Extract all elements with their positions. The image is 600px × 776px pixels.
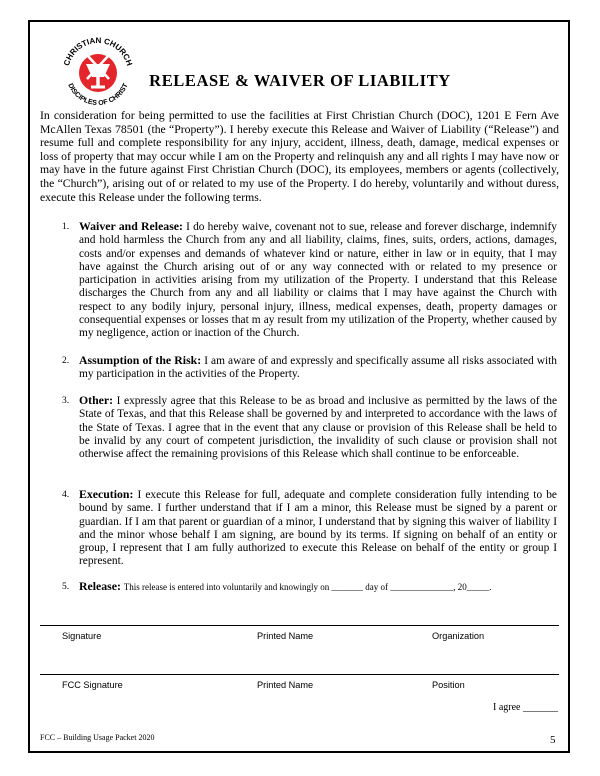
printed-name-label: Printed Name	[257, 631, 314, 641]
printed-name-label: Printed Name	[257, 680, 314, 690]
term-heading: Execution:	[79, 487, 134, 501]
term-text: This release is entered into voluntarily and knowingly on _______ day of ______________, 20_____.	[123, 582, 492, 592]
term-number: 2.	[62, 356, 70, 366]
document-title: RELEASE & WAIVER OF LIABILITY	[149, 71, 451, 90]
term-heading: Other:	[79, 393, 114, 407]
page-number: 5	[550, 734, 556, 746]
term-heading: Waiver and Release:	[79, 219, 183, 233]
intro-paragraph: In consideration for being permitted to use the facilities at First Christian Church (DOC), 1201 E Fern Ave McAllen Texas 78501 (the “Property”). I hereby execute this Release and Waiver of Liability (“Release”) and resume full and complete responsibility for any injury, accident, illness, death, damage, medical expenses or loss of property that may occur while I am on the Property and relinquish any and all rights I may have now or may have in the future against First Christian Church (DOC), its employees, members or agents (collectively, the “Church”), arising out of or related to my use of the Property. I do hereby, voluntarily and without duress, execute this Release under the following terms.	[40, 109, 559, 204]
term-assumption-of-risk	[62, 353, 557, 382]
term-release	[62, 579, 557, 594]
term-heading: Release:	[79, 579, 121, 593]
term-execution	[62, 487, 557, 569]
fcc-signature-label: FCC Signature	[62, 680, 123, 690]
term-number: 1.	[62, 222, 70, 232]
term-text: I do hereby waive, covenant not to sue, release and forever discharge, indemnify and hold harmless the Church from any and all liability, claims, fines, suits, orders, actions, damages, costs and/or expenses and demands of whatever kind or nature, either in law or in equity, that I may have against the Church arising out of or any way connected with or related to my presence or participation in activities arising from my utilization of the Property. I understand that this Release discharges the Church from any and all liability or claims that I may have against the Church with respect to any bodily injury, personal injury, illness, medical expenses, death, property damages or consequential expenses or losses that m ay result from my utilization of the Property, whether caused by my negligence, action or inaction of the Church.	[79, 221, 557, 340]
footer-text: FCC – Building Usage Packet 2020	[40, 733, 155, 742]
term-text: I am aware of and expressly and specifically assume all risks associated with my participation in the activities of the Property.	[79, 355, 557, 381]
svg-text:DISCIPLES OF CHRIST: DISCIPLES OF CHRIST	[66, 82, 130, 108]
term-heading: Assumption of the Risk:	[79, 353, 202, 367]
term-number: 3.	[62, 396, 70, 406]
agree-initials: I agree _______	[493, 702, 558, 713]
signature-label: Signature	[62, 631, 102, 641]
position-label: Position	[432, 680, 465, 690]
term-number: 5.	[62, 582, 70, 592]
fcc-signature-line	[40, 674, 559, 675]
term-number: 4.	[62, 490, 70, 500]
term-waiver-and-release	[62, 219, 557, 341]
signature-line	[40, 625, 559, 626]
svg-text:CHRISTIAN CHURCH: CHRISTIAN CHURCH	[61, 35, 135, 67]
term-other	[62, 393, 557, 461]
organization-label: Organization	[432, 631, 485, 641]
term-text: I execute this Release for full, adequate and complete consideration fully intending to be bound by same. I further understand that if I am a minor, this Release must be signed by a parent or guardian. If I am that parent or guardian of a minor, I understand that by signing this waiver of liability I and the minor whose behalf I am signing, are bound by its terms. If signing on behalf of an entity or group, I represent that I am fully authorized to execute this Release on behalf of the entity or group I represent.	[79, 489, 557, 568]
term-text: I expressly agree that this Release to be as broad and inclusive as permitted by the laws of the State of Texas, and that this Release shall be governed by and interpreted to accordance with the laws of the State of Texas. I agree that in the event that any clause or provision of this Release shall be held to be invalid by any court of competent jurisdiction, the invalidity of such clause or provision shall not otherwise affect the remaining provisions of this Release which shall continue to be enforceable.	[79, 395, 557, 461]
